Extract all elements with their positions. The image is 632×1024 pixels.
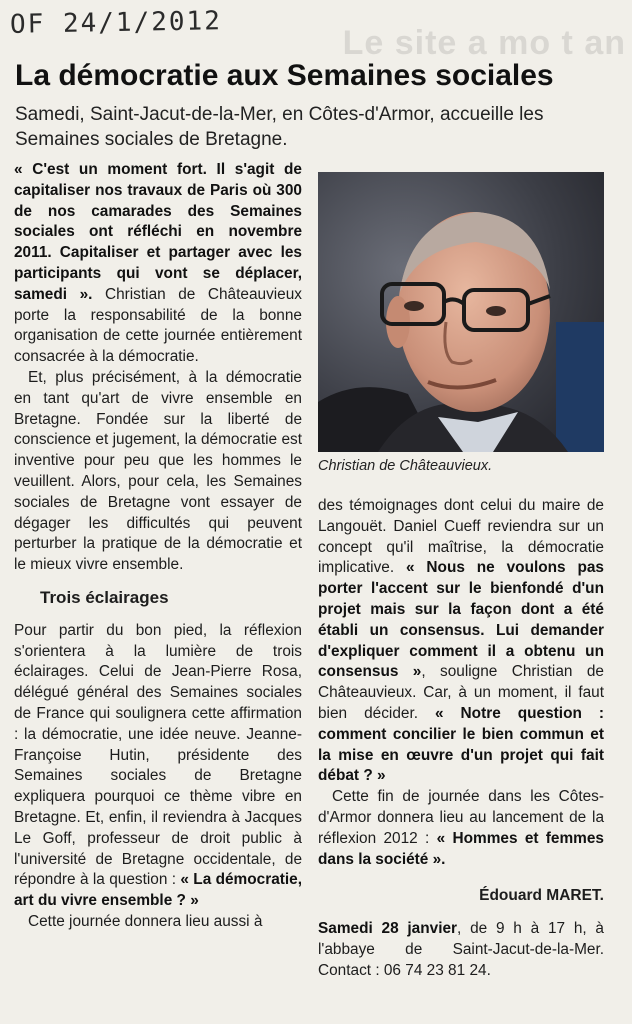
- paragraph-testimonies-start: Cette journée donnera lieu aussi à: [28, 912, 263, 930]
- event-details: , de 9 h à 17 h, à l'abbaye de Saint-Jacut-de-la-Mer. Contact : 06 74 23 81 24.: [318, 920, 604, 979]
- paragraph-closing: [318, 787, 604, 870]
- question-quote: « Notre question : comment concilier le bien commun et la mise en œuvre d'un projet qui fait débat ? »: [318, 704, 604, 785]
- handwritten-date-stamp: OF 24/1/2012: [9, 6, 223, 40]
- paragraph-testimonies: [318, 496, 604, 787]
- three-lights-text: Pour partir du bon pied, la réflexion s'orientera à la lumière de trois éclairages. Celui de Jean-Pierre Rosa, délégué général des Semaines sociales de France qui soulignera cette affirmation : la démocratie, une idée neuve. Jeanne-Françoise Hutin, présidente des Semaines sociales de Bretagne expliquera pourquoi ce thème vibre en Bretagne. Et, enfin, il reviendra à Jacques Le Goff, professeur de droit public à l'université de Bretagne occidentale, de répondre à la question :: [14, 621, 302, 889]
- paragraph-intro: [14, 160, 302, 368]
- event-paragraph: [318, 919, 604, 981]
- closing-quote: « Hommes et femmes dans la société ».: [318, 829, 604, 868]
- author-signature: Édouard MARET.: [479, 887, 604, 905]
- intro-text: Christian de Châteauvieux porte la responsabilité de la bonne organisation de cette journée entièrement consacrée à la démocratie.: [14, 285, 302, 366]
- portrait-photo: [318, 172, 604, 452]
- article-subheadline: Samedi, Saint-Jacut-de-la-Mer, en Côtes-d'Armor, accueille les Semaines sociales de Bretagne.: [15, 104, 544, 150]
- article-column-left: [14, 160, 302, 933]
- section-title: Trois éclairages: [40, 587, 169, 607]
- photo-caption: Christian de Châteauvieux.: [318, 458, 493, 474]
- testimonies-text-2: , souligne Christian de Châteauvieux. Car, à un moment, il faut bien décider.: [318, 663, 604, 722]
- bleed-through-text: Le site a mo t an: [342, 24, 626, 62]
- event-info: [318, 919, 604, 981]
- three-lights-quote: « La démocratie, art du vivre ensemble ? »: [14, 871, 302, 910]
- consensus-quote: « Nous ne voulons pas porter l'accent sur le bienfondé d'un projet mais sur la façon dont a été établi un consensus. Lui demander d'expliquer comment il a obtenu un consensus »: [318, 559, 604, 681]
- portrait-illustration: [318, 172, 604, 452]
- article-column-right: [318, 496, 604, 982]
- testimonies-text: des témoignages dont celui du maire de Langouët. Daniel Cueff reviendra sur un concept qu'il maîtrise, la démocratie implicative.: [318, 497, 604, 577]
- article-headline: La démocratie aux Semaines sociales: [15, 59, 554, 92]
- paragraph-three-lights: [14, 621, 302, 912]
- paragraph-democracy: Et, plus précisément, à la démocratie en tant qu'art de vivre ensemble en Bretagne. Fondée sur la liberté de conscience et jugement, la démocratie est inventive pour peu que les hommes le veuillent. Alors, pour cela, les Semaines sociales de Bretagne vont essayer de dégager les difficultés qui peuvent perturber la pratique de la démocratie et le mieux vivre ensemble.: [14, 368, 302, 574]
- closing-text: Cette fin de journée dans les Côtes-d'Armor donnera lieu au lancement de la réflexion 2012 :: [318, 788, 604, 847]
- intro-quote: « C'est un moment fort. Il s'agit de capitaliser nos travaux de Paris où 300 de nos camarades des Semaines sociales ont réfléchi en novembre 2011. Capitaliser et partager avec les participants qui vont se déplacer, samedi ».: [14, 161, 302, 303]
- event-date: Samedi 28 janvier: [318, 920, 458, 938]
